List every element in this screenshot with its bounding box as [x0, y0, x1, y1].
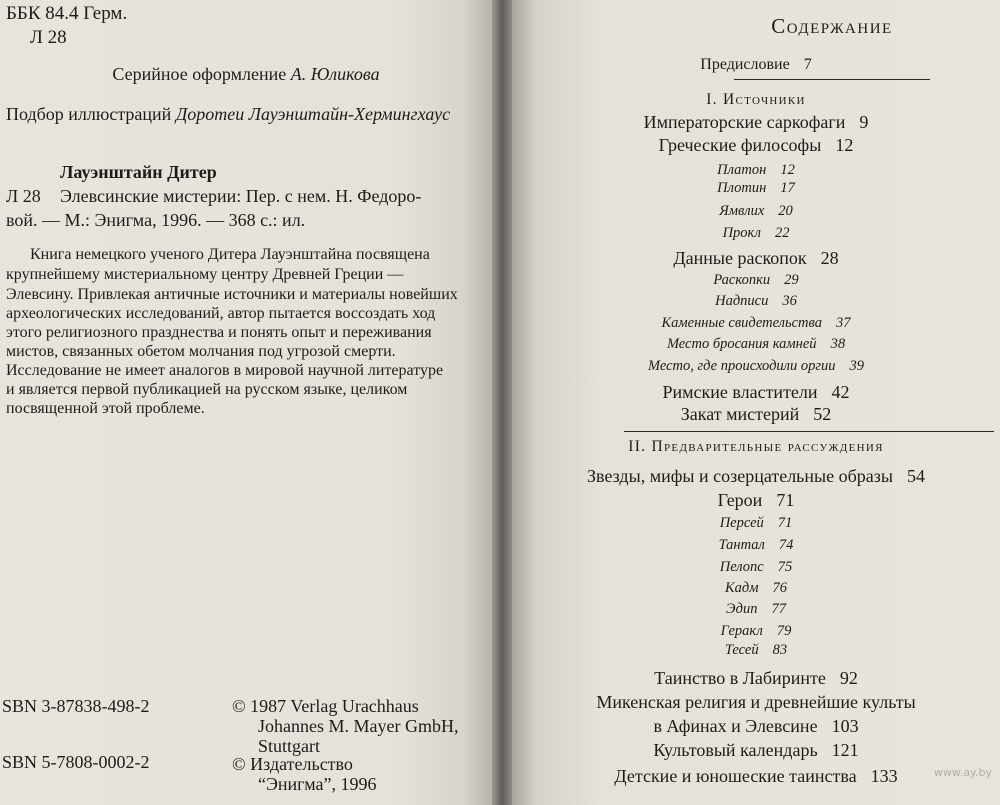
toc-subentry — [512, 559, 1000, 576]
toc-label: Место бросания камней — [666, 336, 817, 352]
toc-preface — [512, 56, 1000, 74]
toc-subentry — [512, 180, 1000, 197]
toc-page: 75 — [777, 559, 793, 575]
bib-code: Л 28 — [6, 186, 41, 206]
toc-page: 83 — [772, 642, 788, 658]
copyright-2-line-1: © Издательство — [232, 754, 353, 774]
toc-page: 92 — [839, 668, 858, 688]
divider — [734, 79, 930, 80]
toc-page: 22 — [774, 225, 790, 241]
toc-label: Культовый календарь — [653, 740, 818, 760]
annotation-line: мистов, связанных обетом молчания под угрозой смерти. — [6, 343, 396, 360]
toc-page: 42 — [831, 382, 850, 402]
bib-line-2: вой. — М.: Энигма, 1996. — 368 с.: ил. — [6, 210, 306, 230]
toc-page: 12 — [835, 135, 854, 155]
toc-label: Римские властители — [662, 382, 818, 402]
toc-page: 9 — [859, 112, 869, 132]
divider — [624, 431, 994, 432]
toc-subentry — [512, 225, 1000, 242]
toc-subentry — [512, 623, 1000, 640]
toc-label: Кадм — [725, 580, 759, 596]
toc-label: Надписи — [715, 293, 769, 309]
toc-subentry — [512, 336, 1000, 353]
toc-label: Плотин — [717, 180, 767, 196]
toc-entry — [512, 112, 1000, 133]
toc-entry — [512, 766, 1000, 787]
illustrations-name: Доротеи Лауэнштайн-Хермингхаус — [175, 104, 451, 124]
toc-page: 133 — [870, 766, 898, 786]
isbn-1: SBN 3-87838-498-2 — [2, 696, 150, 716]
toc-entry — [512, 692, 1000, 713]
annotation-line: Исследование не имеет аналогов в мировой научной литературе — [6, 362, 444, 379]
toc-label: Герои — [717, 490, 763, 510]
toc-entry — [512, 740, 1000, 761]
author-name: Лауэнштайн Дитер — [60, 162, 217, 182]
toc-subentry — [512, 203, 1000, 220]
toc-label: Тесей — [724, 642, 759, 658]
toc-subentry — [512, 162, 1000, 179]
series-designer-name: А. Юликова — [290, 64, 380, 84]
toc-subentry — [512, 315, 1000, 332]
toc-label: Греческие философы — [658, 135, 822, 155]
section-heading: I. Источники — [706, 91, 806, 108]
toc-page: 28 — [820, 248, 839, 268]
toc-label: Прокл — [722, 225, 761, 241]
toc-label: Пелопс — [719, 559, 764, 575]
toc-label: Закат мистерий — [680, 404, 800, 424]
toc-subentry — [512, 601, 1000, 618]
toc-subentry — [512, 537, 1000, 554]
toc-entry — [512, 466, 1000, 487]
annotation-line: Книга немецкого ученого Дитера Лауэнштайна посвящена — [30, 246, 430, 263]
toc-page: 54 — [906, 466, 925, 486]
toc-entry — [512, 668, 1000, 689]
toc-label: Микенская религия и древнейшие культы — [596, 692, 916, 712]
annotation-line: археологических исследований, автор пытается воссоздать ход — [6, 305, 436, 322]
toc-entry — [512, 716, 1000, 737]
bbk-code: ББК 84.4 Герм. — [6, 3, 128, 24]
contents-title: Содержание — [771, 14, 893, 38]
series-design-label: Серийное оформление — [112, 64, 287, 84]
toc-subentry — [512, 272, 1000, 289]
toc-page: 39 — [849, 358, 865, 374]
copyright-2-line-2: “Энигма”, 1996 — [258, 774, 377, 794]
toc-page: 76 — [772, 580, 787, 596]
toc-page: 77 — [771, 601, 787, 617]
toc-label: Предисловие — [700, 56, 790, 73]
toc-page: 29 — [784, 272, 799, 288]
toc-label: в Афинах и Элевсине — [653, 716, 818, 736]
annotation-line: крупнейшему мистериальному центру Древней Греции — — [6, 266, 404, 283]
toc-label: Таинство в Лабиринте — [654, 668, 826, 688]
toc-page: 7 — [803, 56, 812, 73]
toc-page: 121 — [831, 740, 859, 760]
toc-label: Раскопки — [713, 272, 771, 288]
annotation-line: посвященной этой проблеме. — [6, 400, 205, 417]
toc-entry — [512, 135, 1000, 156]
toc-label: Тантал — [718, 537, 765, 553]
toc-subentry — [512, 358, 1000, 375]
annotation-line: и является первой публикацией на русском языке, целиком — [6, 381, 408, 398]
toc-page: 71 — [776, 490, 795, 510]
toc-subentry — [512, 515, 1000, 532]
toc-page: 79 — [776, 623, 792, 639]
imprint-page — [0, 0, 492, 805]
toc-label: Детские и юношеские таинства — [614, 766, 857, 786]
toc-label: Императорские саркофаги — [643, 112, 846, 132]
toc-page: 12 — [780, 162, 795, 178]
section-heading: II. Предварительные рассуждения — [628, 438, 884, 455]
illustrations-label: Подбор иллюстраций — [6, 104, 172, 124]
toc-subentry — [512, 580, 1000, 597]
book-gutter — [492, 0, 512, 805]
toc-subentry — [512, 293, 1000, 310]
copyright-1-line-1: © 1987 Verlag Urachhaus — [232, 696, 419, 716]
toc-label: Ямвлих — [719, 203, 765, 219]
copyright-1-line-3: Stuttgart — [258, 736, 320, 756]
toc-entry — [512, 404, 1000, 425]
toc-label: Данные раскопок — [673, 248, 807, 268]
toc-page: 38 — [830, 336, 846, 352]
isbn-2: SBN 5-7808-0002-2 — [2, 752, 150, 772]
toc-label: Место, где происходили оргии — [647, 358, 836, 374]
toc-page: 74 — [778, 537, 794, 553]
toc-page: 71 — [777, 515, 793, 531]
annotation-line: Элевсину. Привлекая античные источники и материалы новейших — [6, 286, 458, 303]
toc-label: Геракл — [720, 623, 763, 639]
bib-line-1: Элевсинские мистерии: Пер. с нем. Н. Федоро- — [60, 186, 422, 206]
catalog-code: Л 28 — [30, 27, 67, 48]
toc-label: Персей — [719, 515, 764, 531]
toc-page: 52 — [813, 404, 832, 424]
toc-label: Каменные свидетельства — [661, 315, 822, 331]
toc-subentry — [512, 642, 1000, 659]
toc-label: Платон — [717, 162, 767, 178]
copyright-1-line-2: Johannes M. Mayer GmbH, — [258, 716, 459, 736]
toc-entry — [512, 248, 1000, 269]
illustrations-line — [6, 104, 450, 125]
toc-entry — [512, 382, 1000, 403]
toc-label: Эдип — [725, 601, 758, 617]
annotation-line: этого религиозного празднества и понять опыт и переживания — [6, 324, 432, 341]
watermark: www.ay.by — [933, 766, 992, 779]
contents-page — [512, 0, 1000, 805]
toc-page: 103 — [831, 716, 859, 736]
series-design-line — [0, 64, 492, 85]
toc-page: 37 — [835, 315, 851, 331]
toc-page: 20 — [778, 203, 793, 219]
toc-entry — [512, 490, 1000, 511]
toc-label: Звезды, мифы и созерцательные образы — [587, 466, 893, 486]
toc-page: 17 — [780, 180, 795, 196]
toc-page: 36 — [782, 293, 797, 309]
